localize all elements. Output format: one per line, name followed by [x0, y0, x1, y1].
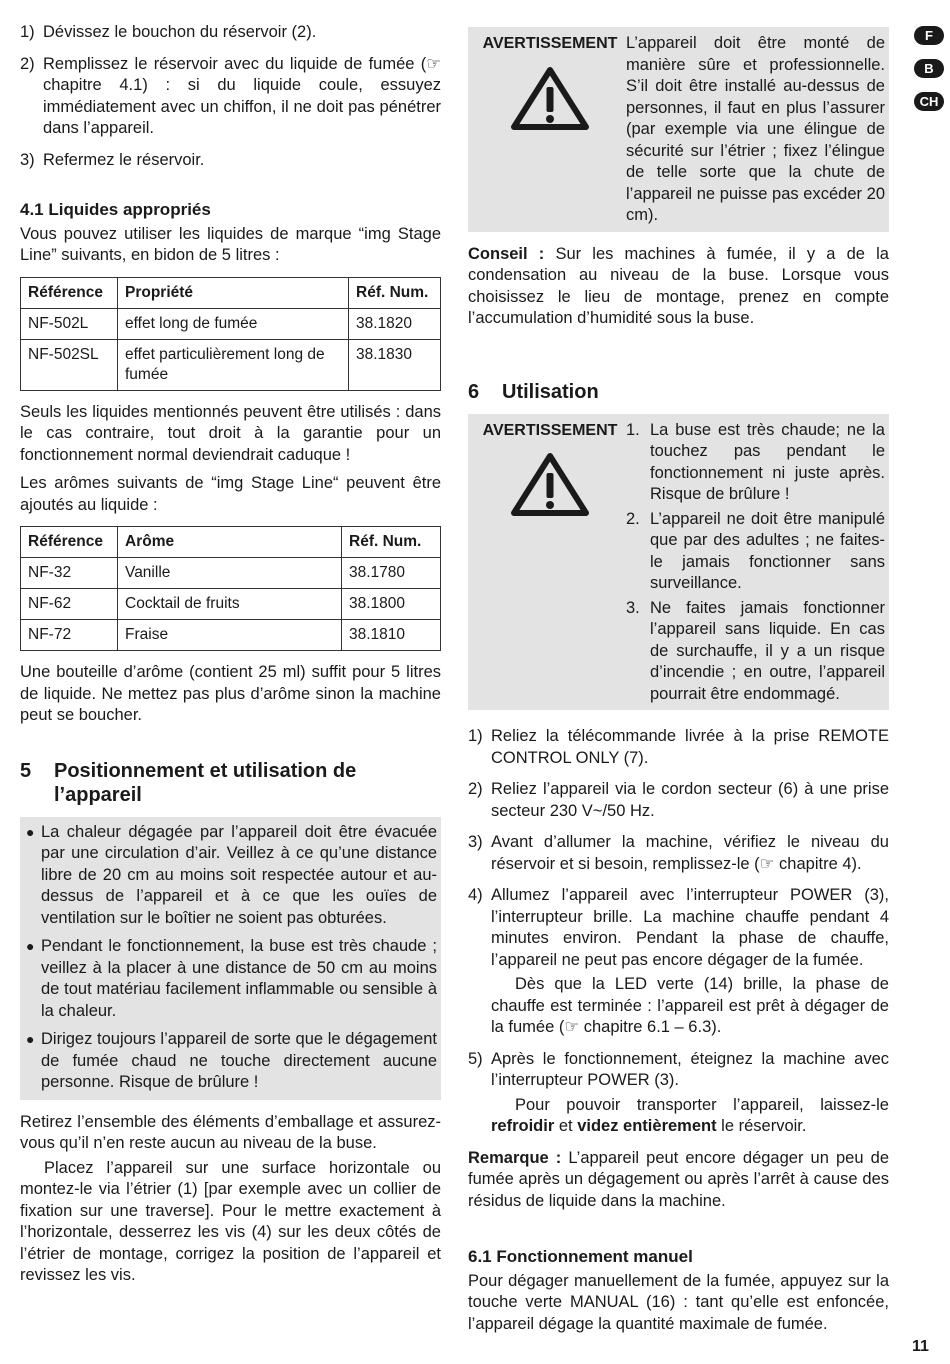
- remark-paragraph: Remarque : L’appareil peut encore dégager un peu de fumée après un dégagement ou après l’arrêt à cause des résidus de liquide dans la machine.: [468, 1148, 889, 1210]
- list-item: 2) Remplissez le réservoir avec du liquide de fumée (☞ chapitre 4.1) : si du liquide coule, essuyez immédiatement avec un chiffon, il ne doit pas pénétrer dans l’appareil.: [20, 54, 441, 137]
- mounting-warning-box: [468, 27, 889, 232]
- section-heading-4-1: 4.1 Liquides appropriés: [20, 200, 211, 219]
- list-item: ● Pendant le fonctionnement, la buse est très chaude ; veillez à la placer à une distance de 50 cm au moins de tout matériau facilement inflammable ou sensible à la chaleur.: [26, 936, 437, 1022]
- table-header: Arôme: [118, 527, 342, 558]
- section-title: Utilisation: [502, 380, 599, 403]
- list-item: 3) Avant d’allumer la machine, vérifiez le niveau du réservoir et si besoin, remplissez-le (☞ chapitre 4).: [468, 833, 889, 873]
- list-item: 3. Ne faites jamais fonctionner l’appareil sans liquide. En cas de surchauffe, il y a un risque d’incendie ; en outre, l’appareil pourrait être endommagé.: [626, 598, 885, 703]
- bullet-icon: ●: [26, 1031, 35, 1047]
- warning-triangle-icon: [510, 451, 590, 517]
- list-item: ● Dirigez toujours l’appareil de sorte que le dégagement de fumée chaud ne touche directement aucune personne. Risque de brûlure !: [26, 1029, 437, 1094]
- warning-triangle-icon: [510, 65, 590, 131]
- list-item: 1. La buse est très chaude; ne la touchez pas pendant le fonctionnement ni juste après. Risque de brûlure !: [626, 420, 885, 503]
- table-cell: NF-502SL: [21, 339, 118, 390]
- tip-paragraph: Conseil : Sur les machines à fumée, il y a de la condensation au niveau de la buse. Lorsque vous choisissez le lieu de montage, prenez en compte l’accumulation d’humidité sous la buse.: [468, 244, 889, 327]
- table-cell: NF-72: [21, 620, 118, 651]
- table-cell: NF-62: [21, 589, 118, 620]
- safety-bullets: [20, 817, 441, 1100]
- list-item: 2) Reliez l’appareil via le cordon secteur (6) à une prise secteur 230 V~/50 Hz.: [468, 780, 889, 820]
- paragraph: Seuls les liquides mentionnés peuvent être utilisés : dans le cas contraire, tout droit à la garantie pour un fonctionnement normal deviendrait caduque !: [20, 402, 441, 464]
- bullet-icon: ●: [26, 938, 35, 954]
- table-cell: Cocktail de fruits: [118, 589, 342, 620]
- warning-label: AVERTISSEMENT: [482, 421, 618, 439]
- language-badge-b: B: [914, 59, 944, 78]
- warning-label: AVERTISSEMENT: [482, 35, 618, 52]
- table-header: Réf. Num.: [349, 277, 441, 308]
- warning-label-block: [474, 420, 626, 706]
- list-item: 5) Après le fonctionnement, éteignez la machine avec l’interrupteur POWER (3). Pour pouvoir transporter l’appareil, laissez-le refroidir et videz entièrement le réservoir.: [468, 1049, 889, 1135]
- paragraph: Retirez l’ensemble des éléments d’emballage et assurez-vous qu’il n’en reste aucun au niveau de la buse.: [20, 1112, 441, 1152]
- section-title: Positionnement et utilisation de l’appareil: [54, 759, 357, 806]
- liquids-table: [20, 277, 441, 391]
- warning-text: L’appareil doit être monté de manière sûre et professionnelle. S’il doit être installé au-dessus de personnes, il faut en plus l’assurer (par exemple via une élingue de sécurité sur l’étrier ; fixez l’élingue de telle sorte que la chute de l’appareil ne puisse pas excéder 20 cm).: [626, 34, 885, 224]
- warning-text: [626, 420, 885, 706]
- bullet-icon: ●: [26, 823, 35, 840]
- operation-steps: [468, 726, 889, 1138]
- section-number: 6: [468, 380, 480, 403]
- table-cell: Vanille: [118, 558, 342, 589]
- list-item: 1) Dévissez le bouchon du réservoir (2).: [20, 23, 317, 41]
- table-row: [21, 308, 441, 339]
- table-header: Propriété: [118, 277, 349, 308]
- table-cell: 38.1810: [342, 620, 441, 651]
- table-row: [21, 620, 441, 651]
- section-heading-6-1: 6.1 Fonctionnement manuel: [468, 1247, 693, 1266]
- paragraph: Les arômes suivants de “img Stage Line“ peuvent être ajoutés au liquide :: [20, 474, 441, 514]
- page-number: 11: [912, 1338, 929, 1355]
- list-item: ● La chaleur dégagée par l’appareil doit être évacuée par une circulation d’air. Veillez à ce qu’une distance libre de 20 cm au moins soit respectée autour et au-dessus de l’appareil et à ce que les ouïes de ventilation sur le boîtier ne soient pas obturées.: [26, 822, 437, 930]
- section-heading-5: [20, 759, 441, 807]
- fill-steps: [20, 22, 441, 171]
- section-heading-6: [468, 380, 889, 404]
- table-row: [21, 558, 441, 589]
- table-header: Référence: [21, 277, 118, 308]
- paragraph: Une bouteille d’arôme (contient 25 ml) suffit pour 5 litres de liquide. Ne mettez pas plus d’arôme sinon la machine peut se boucher.: [20, 663, 441, 724]
- tip-label: Conseil :: [468, 244, 545, 263]
- language-badge-f: F: [914, 26, 944, 45]
- table-header: Réf. Num.: [342, 527, 441, 558]
- table-cell: 38.1800: [342, 589, 441, 620]
- table-cell: 38.1830: [349, 339, 441, 390]
- table-cell: NF-32: [21, 558, 118, 589]
- aromas-table: [20, 526, 441, 651]
- section-number: 5: [20, 759, 32, 782]
- paragraph: Vous pouvez utiliser les liquides de marque “img Stage Line” suivants, en bidon de 5 litres :: [20, 224, 441, 264]
- list-item: 2. L’appareil ne doit être manipulé que par des adultes ; ne faites-le jamais fonctionner sans surveillance.: [626, 509, 885, 592]
- table-cell: NF-502L: [21, 308, 118, 339]
- paragraph: Placez l’appareil sur une surface horizontale ou montez-le via l’étrier (1) [par exemple avec un collier de fixation sur une traverse]. Pour le mettre exactement à l’horizontale, desserrez les vis (4) sur les deux côtés de l’étrier de montage, corrigez la position de l’appareil et revissez les vis.: [20, 1158, 441, 1284]
- warning-list: [626, 420, 885, 706]
- remark-label: Remarque :: [468, 1148, 562, 1167]
- list-item: 1) Reliez la télécommande livrée à la prise REMOTE CONTROL ONLY (7).: [468, 727, 889, 767]
- right-column: [468, 27, 889, 1335]
- table-row: [21, 589, 441, 620]
- warning-label-block: [474, 33, 626, 227]
- table-row: [21, 339, 441, 390]
- table-cell: Fraise: [118, 620, 342, 651]
- table-header-row: [21, 527, 441, 558]
- table-header-row: [21, 277, 441, 308]
- list-item: 4) Allumez l’appareil avec l’interrupteur POWER (3), l’interrupteur brille. La machine chauffe pendant 4 minutes environ. Pendant la phase de chauffe, l’appareil ne peut pas encore dégager de la fumée. Dès que la LED verte (14) brille, la phase de chauffe est terminée : l’appareil est prêt à dégager de la fumée (☞ chapitre 6.1 – 6.3).: [468, 886, 889, 1036]
- paragraph: Pour dégager manuellement de la fumée, appuyez sur la touche verte MANUAL (16) : tant qu’elle est enfoncée, l’appareil dégage la quantité maximale de fumée.: [468, 1271, 889, 1333]
- operation-warning-box: [468, 414, 889, 711]
- table-header: Référence: [21, 527, 118, 558]
- table-cell: 38.1780: [342, 558, 441, 589]
- table-cell: effet long de fumée: [118, 308, 349, 339]
- language-badge-ch: CH: [914, 92, 944, 111]
- list-item: 3) Refermez le réservoir.: [20, 150, 205, 169]
- left-column: [20, 22, 441, 1287]
- table-cell: 38.1820: [349, 308, 441, 339]
- table-cell: effet particulièrement long de fumée: [118, 339, 349, 390]
